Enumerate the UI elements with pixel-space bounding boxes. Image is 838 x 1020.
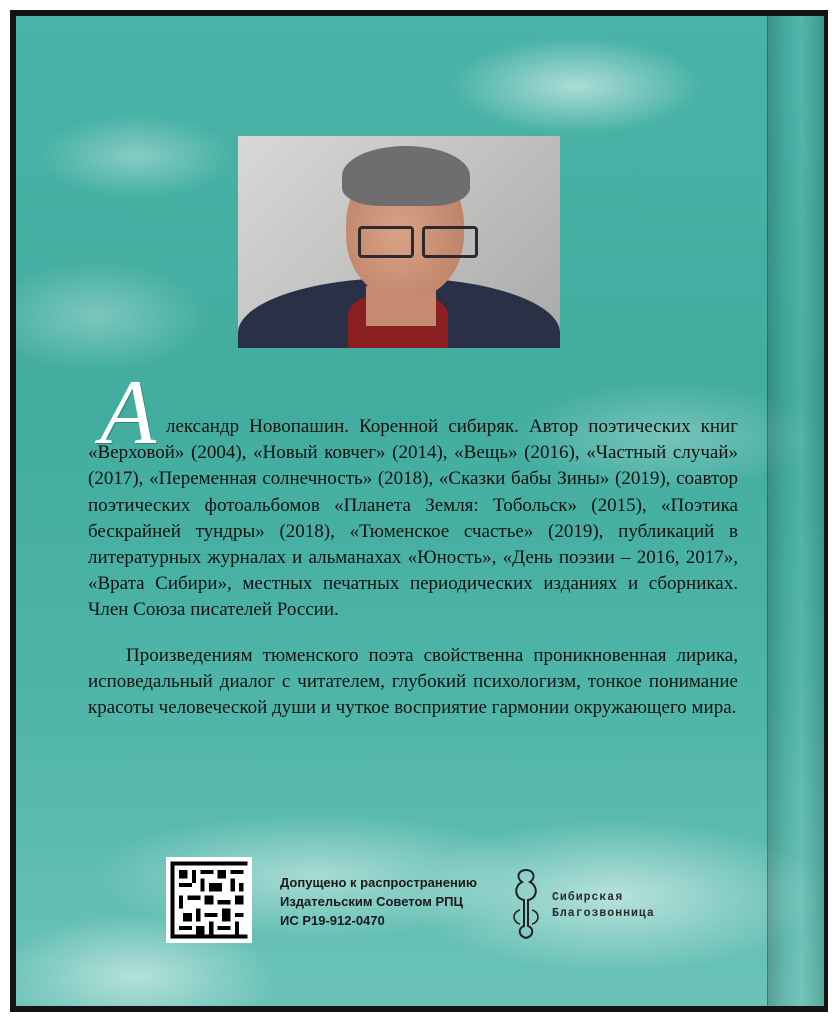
book-spine <box>767 16 824 1006</box>
imprimatur-text <box>280 873 477 930</box>
author-photo <box>238 136 560 348</box>
book-back-cover <box>10 10 828 1012</box>
imprimatur-line-1: Допущено к распространению <box>280 875 477 890</box>
author-bio <box>88 414 738 721</box>
bio-paragraph-2: Произведениям тюменского поэта свойственна проникновенная лирика, исповедальный диалог с читателем, глубокий психологизм, тонкое понимание красоты человеческой души и чуткое восприятие гармонии окружающего мира. <box>88 644 738 719</box>
publisher-name <box>552 890 655 922</box>
imprimatur-line-3: ИС Р19-912-0470 <box>280 913 385 928</box>
imprimatur-line-2: Издательским Советом РПЦ <box>280 894 464 909</box>
bio-paragraph-1: лександр Новопашин. Коренной сибиряк. Автор поэтических книг «Верховой» (2004), «Новый ковчег» (2014), «Вещь» (2016), «Частный случай» (2017), «Переменная солнечность» (2018), «Сказки бабы Зины» (2019), соавтор поэтических фотоальбомов «Планета Земля: Тобольск» (2015), «Поэтика бескрайней тундры» (2018), «Тюменское счастье» (2019), публикаций в литературных журналах и альманахах «Юность», «День поэзии – 2016, 2017», «Врата Сибири», местных печатных периодических изданиях и сборниках. Член Союза писателей России. <box>88 416 738 621</box>
dropcap-letter: А <box>100 361 157 463</box>
qr-code-icon <box>166 857 252 943</box>
publisher-name-line-1: Сибирская <box>552 891 624 904</box>
publisher-logo <box>508 866 658 946</box>
publisher-logo-icon <box>508 866 544 944</box>
glasses-icon <box>358 226 482 256</box>
publisher-name-line-2: Благозвонница <box>552 907 655 920</box>
cover-background <box>16 16 824 1006</box>
